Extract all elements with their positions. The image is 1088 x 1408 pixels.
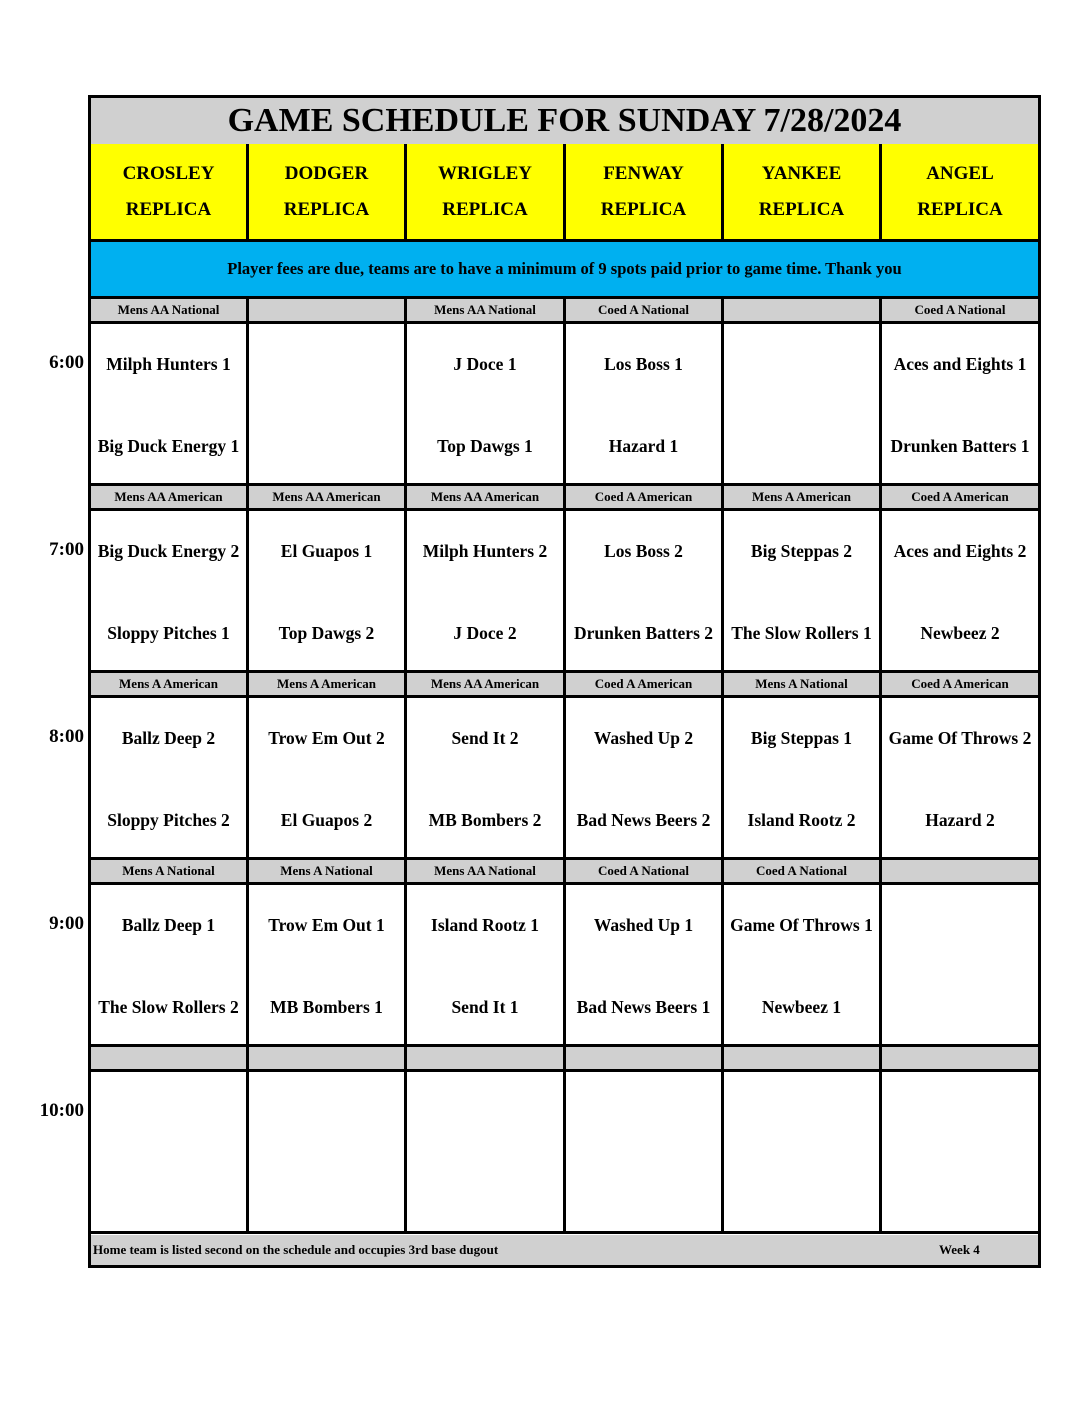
game-cell xyxy=(882,698,1038,857)
away-team: Aces and Eights 1 xyxy=(893,354,1027,374)
footer xyxy=(91,1235,1038,1265)
away-team: Game Of Throws 2 xyxy=(888,728,1032,748)
away-team: Los Boss 1 xyxy=(604,354,683,374)
away-team: Big Steppas 2 xyxy=(750,541,853,561)
time-label: 6:00 xyxy=(49,352,84,373)
footer-note: Home team is listed second on the schedule and occupies 3rd base dugout xyxy=(93,1242,499,1257)
game-cell xyxy=(724,698,882,857)
time-label: 7:00 xyxy=(49,539,84,560)
home-team: Bad News Beers 1 xyxy=(576,997,711,1017)
division-row xyxy=(91,860,1038,885)
division-label: Mens AA American xyxy=(407,486,566,508)
away-team: Aces and Eights 2 xyxy=(893,541,1027,561)
home-team: The Slow Rollers 2 xyxy=(98,997,239,1017)
game-cell xyxy=(249,698,407,857)
home-team: Sloppy Pitches 1 xyxy=(107,623,230,643)
game-cell xyxy=(407,885,566,1044)
game-cell xyxy=(407,1072,566,1231)
division-label: Mens A American xyxy=(724,486,882,508)
field-name: DODGER xyxy=(284,162,369,184)
division-label: Coed A National xyxy=(566,860,724,882)
division-label: Coed A American xyxy=(566,486,724,508)
home-team: The Slow Rollers 1 xyxy=(731,623,872,643)
page-title: GAME SCHEDULE FOR SUNDAY 7/28/2024 xyxy=(91,98,1038,147)
division-label: Coed A National xyxy=(724,860,882,882)
home-team: Hazard 1 xyxy=(608,436,679,456)
game-cell xyxy=(91,1072,249,1231)
schedule-table xyxy=(88,95,1041,1268)
time-label: 8:00 xyxy=(49,726,84,747)
division-label: Mens AA National xyxy=(407,860,566,882)
home-team: Drunken Batters 2 xyxy=(573,623,714,643)
field-header xyxy=(91,144,249,239)
game-cell xyxy=(249,885,407,1044)
field-name: WRIGLEY xyxy=(438,162,532,184)
home-team: Bad News Beers 2 xyxy=(576,810,711,830)
division-label xyxy=(566,1047,724,1069)
home-team: MB Bombers 1 xyxy=(270,997,383,1017)
away-team: Washed Up 2 xyxy=(593,728,694,748)
game-cell xyxy=(407,324,566,483)
game-cell xyxy=(724,1072,882,1231)
home-team: J Doce 2 xyxy=(453,623,517,643)
division-label xyxy=(724,1047,882,1069)
field-header xyxy=(724,144,882,239)
field-sub: REPLICA xyxy=(917,198,1003,220)
time-label: 10:00 xyxy=(39,1100,84,1121)
away-team: Island Rootz 1 xyxy=(431,915,539,935)
game-cell xyxy=(566,511,724,670)
field-sub: REPLICA xyxy=(125,198,212,220)
home-team: Big Duck Energy 1 xyxy=(97,436,240,456)
division-label: Coed A American xyxy=(882,486,1038,508)
fee-notice: Player fees are due, teams are to have a minimum of 9 spots paid prior to game time. Thank you xyxy=(91,242,1038,299)
division-label xyxy=(724,299,882,321)
game-cell xyxy=(566,885,724,1044)
time-column xyxy=(0,0,88,1408)
home-team: Top Dawgs 1 xyxy=(437,436,533,456)
away-team: Los Boss 2 xyxy=(604,541,683,561)
home-team: Island Rootz 2 xyxy=(747,810,856,830)
field-name: ANGEL xyxy=(926,162,994,184)
field-header xyxy=(407,144,566,239)
division-label: Mens AA National xyxy=(407,299,566,321)
home-team: El Guapos 2 xyxy=(280,810,373,830)
away-team: El Guapos 1 xyxy=(280,541,373,561)
away-team: Trow Em Out 1 xyxy=(268,915,385,935)
away-team: Ballz Deep 1 xyxy=(121,915,216,935)
game-row xyxy=(91,511,1038,673)
away-team: J Doce 1 xyxy=(453,354,517,374)
division-label: Mens A National xyxy=(91,860,249,882)
division-label: Mens A National xyxy=(724,673,882,695)
division-label: Mens A American xyxy=(249,673,407,695)
home-team: MB Bombers 2 xyxy=(428,810,542,830)
home-team: Newbeez 2 xyxy=(920,623,1000,643)
game-cell xyxy=(724,511,882,670)
home-team: Newbeez 1 xyxy=(761,997,842,1017)
game-row xyxy=(91,1072,1038,1234)
game-cell xyxy=(91,324,249,483)
game-cell xyxy=(566,1072,724,1231)
game-cell xyxy=(724,324,882,483)
division-row xyxy=(91,299,1038,324)
home-team: Drunken Batters 1 xyxy=(890,436,1030,456)
game-cell xyxy=(882,324,1038,483)
field-sub: REPLICA xyxy=(758,198,845,220)
away-team: Milph Hunters 1 xyxy=(106,354,231,374)
game-cell xyxy=(882,885,1038,1044)
field-sub: REPLICA xyxy=(442,198,528,220)
game-cell xyxy=(407,698,566,857)
home-team: Hazard 2 xyxy=(925,810,995,830)
game-cell xyxy=(249,1072,407,1231)
away-team: Washed Up 1 xyxy=(593,915,694,935)
home-team: Top Dawgs 2 xyxy=(278,623,375,643)
division-label xyxy=(91,1047,249,1069)
game-cell xyxy=(724,885,882,1044)
division-label: Mens AA American xyxy=(249,486,407,508)
field-header xyxy=(882,144,1038,239)
game-cell xyxy=(407,511,566,670)
field-sub: REPLICA xyxy=(600,198,687,220)
home-team: Sloppy Pitches 2 xyxy=(107,810,230,830)
away-team: Send It 2 xyxy=(451,728,519,748)
home-team: Send It 1 xyxy=(451,997,519,1017)
game-cell xyxy=(249,324,407,483)
away-team: Big Duck Energy 2 xyxy=(97,541,240,561)
division-label xyxy=(249,1047,407,1069)
division-label: Mens A National xyxy=(249,860,407,882)
division-label: Coed A National xyxy=(882,299,1038,321)
game-cell xyxy=(91,885,249,1044)
away-team: Big Steppas 1 xyxy=(750,728,853,748)
away-team: Milph Hunters 2 xyxy=(422,541,548,561)
game-cell xyxy=(91,698,249,857)
away-team: Game Of Throws 1 xyxy=(730,915,873,935)
field-header-row xyxy=(91,144,1038,242)
game-cell xyxy=(91,511,249,670)
game-row xyxy=(91,324,1038,486)
week-label: Week 4 xyxy=(939,1242,980,1257)
division-label: Coed A American xyxy=(566,673,724,695)
division-label: Mens AA American xyxy=(91,486,249,508)
game-row xyxy=(91,698,1038,860)
division-label xyxy=(249,299,407,321)
field-name: YANKEE xyxy=(761,162,842,184)
division-label: Mens AA National xyxy=(91,299,249,321)
division-row xyxy=(91,673,1038,698)
game-row xyxy=(91,885,1038,1047)
division-label xyxy=(407,1047,566,1069)
division-row xyxy=(91,486,1038,511)
field-header xyxy=(249,144,407,239)
field-name: CROSLEY xyxy=(122,162,215,184)
game-cell xyxy=(566,324,724,483)
game-cell xyxy=(882,1072,1038,1231)
division-label: Coed A National xyxy=(566,299,724,321)
field-header xyxy=(566,144,724,239)
away-team: Ballz Deep 2 xyxy=(121,728,216,748)
game-cell xyxy=(566,698,724,857)
field-sub: REPLICA xyxy=(283,198,370,220)
division-label xyxy=(882,860,1038,882)
away-team: Trow Em Out 2 xyxy=(268,728,385,748)
time-label: 9:00 xyxy=(49,913,84,934)
division-label xyxy=(882,1047,1038,1069)
division-label: Mens A American xyxy=(91,673,249,695)
division-row xyxy=(91,1047,1038,1072)
field-name: FENWAY xyxy=(603,162,684,184)
division-label: Mens AA American xyxy=(407,673,566,695)
division-label: Coed A American xyxy=(882,673,1038,695)
game-cell xyxy=(249,511,407,670)
game-cell xyxy=(882,511,1038,670)
